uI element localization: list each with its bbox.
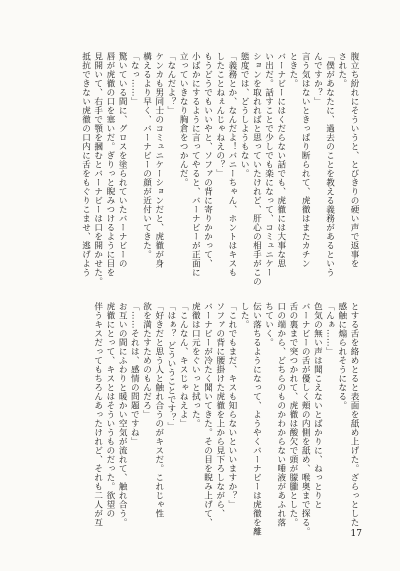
- text-line: したことねぇんじゃねえの？」: [214, 52, 225, 178]
- text-line: 「僕があなたに、過去のことを教える義務があるという: [324, 52, 335, 277]
- text-line: 虎徹にとって、キスとはそういうものだった。欲望の: [104, 302, 115, 518]
- text-line: お互いの間にふわりと暖かい空気が流れて、触れ合う。: [117, 302, 128, 527]
- text-line: 「義務とか、なんだよ！バニーちゃん、ホントはキスも: [226, 52, 237, 277]
- text-line: 色気の無い声は聞こえないとばかりに、ねっとりと: [312, 302, 323, 509]
- text-line: 立っていきなり胸倉をつかんだ。: [178, 52, 189, 187]
- text-line: 感触に煽られそうになる。: [336, 302, 347, 410]
- text-line: 驚いている間に、グロスを塗られていたバーナビーの: [117, 52, 128, 268]
- text-line: ケンカも男同士のコミュニケーションだと、虎徹が身: [153, 52, 164, 268]
- text-line: 「んぁ……」: [324, 302, 335, 356]
- text-line: 舌の裏まで突つかれて、虎徹は酸欠で頭が朦朧とした。: [287, 302, 298, 527]
- text-line: 虎徹は口元をぐいっと拭った。: [190, 302, 201, 428]
- text-line: 「なんだよ？」: [165, 52, 176, 115]
- text-line: ときた。: [287, 52, 298, 88]
- text-line: 態度では、どうしようもない。: [239, 52, 250, 178]
- text-line: 「こんなん、キスじゃねえよ」: [178, 302, 189, 428]
- text-line: 唇が虎徹の口を塞いだ。ぎりっと睨みつけるように目を: [104, 52, 115, 277]
- text-line: 「……それは、感情の問題ですね」: [129, 302, 140, 446]
- text-line: 「なっ……」: [129, 52, 140, 106]
- page-number: 17: [350, 529, 362, 539]
- text-line: 伴うキスだってもちろんあったけれど、それも二人が互: [92, 302, 103, 527]
- text-line: ちていく。: [263, 302, 274, 347]
- text-line: んですか？」: [312, 52, 323, 106]
- text-line: 口の端から、どちらのものかわからない唾液があふれ落: [275, 302, 286, 527]
- text-line: 「これでもまだ、キスも知らないといいますか？」: [226, 302, 237, 509]
- text-line: バーナビーにはくだらない話でも、虎徹には大事な思: [275, 52, 286, 268]
- text-line: 腹立ち紛れにそういうと、とびきりの硬い声で返事を: [349, 52, 359, 268]
- text-line: 伝い落ちるようになって、ようやくバーナビーは虎徹を離: [251, 302, 262, 536]
- text-line: 「好きだと思う人と触れ合うのがキスだ。これじゃ性: [153, 302, 164, 518]
- text-line: い出だ。話すことで少しでも楽になって、コミュニケー: [263, 52, 274, 277]
- text-line: ソファの背に腰掛けた虎徹を上から見下ろしながら、: [214, 302, 225, 518]
- text-line: もうどうでもいいやと、ソファの背に寄りかかって、: [202, 52, 213, 268]
- text-line: 小ばかにするように言ってやると、バーナビーが正面に: [190, 52, 201, 277]
- text-line: ションを取れればと思っていたけれど、肝心の相手がこの: [251, 52, 262, 286]
- text-line: 言う気はないときっぱり断られて、虎徹はまたカチン: [300, 52, 311, 268]
- text-line: 欲を満たすためのもんだろ」: [141, 302, 152, 419]
- text-line: バーナビーの舌が優しく頰の内側を舐め、喉奥まで探る。: [300, 302, 311, 536]
- text-line: した。: [239, 302, 250, 329]
- text-line: バーナビーが冷たく聞いてきた。その目を睨み上げて、: [202, 302, 213, 527]
- text-block-top: [79, 52, 360, 286]
- text-line: 「はぁ？ どういうことです？」: [165, 302, 176, 432]
- text-line: 構えるより早く、バーナビーの顔が近付いてきた。: [141, 52, 152, 259]
- text-line: 見開いて、右手で顎を摑むとバーナビーは口を開かせた。: [92, 52, 103, 286]
- text-line: された。: [336, 52, 347, 88]
- text-line: とする舌を絡めとると表面を舐め上げた。ざらっとした: [349, 302, 359, 527]
- text-line: 抵抗できない虎徹の口内に舌をもぐりこませ、逃げよう: [80, 52, 91, 277]
